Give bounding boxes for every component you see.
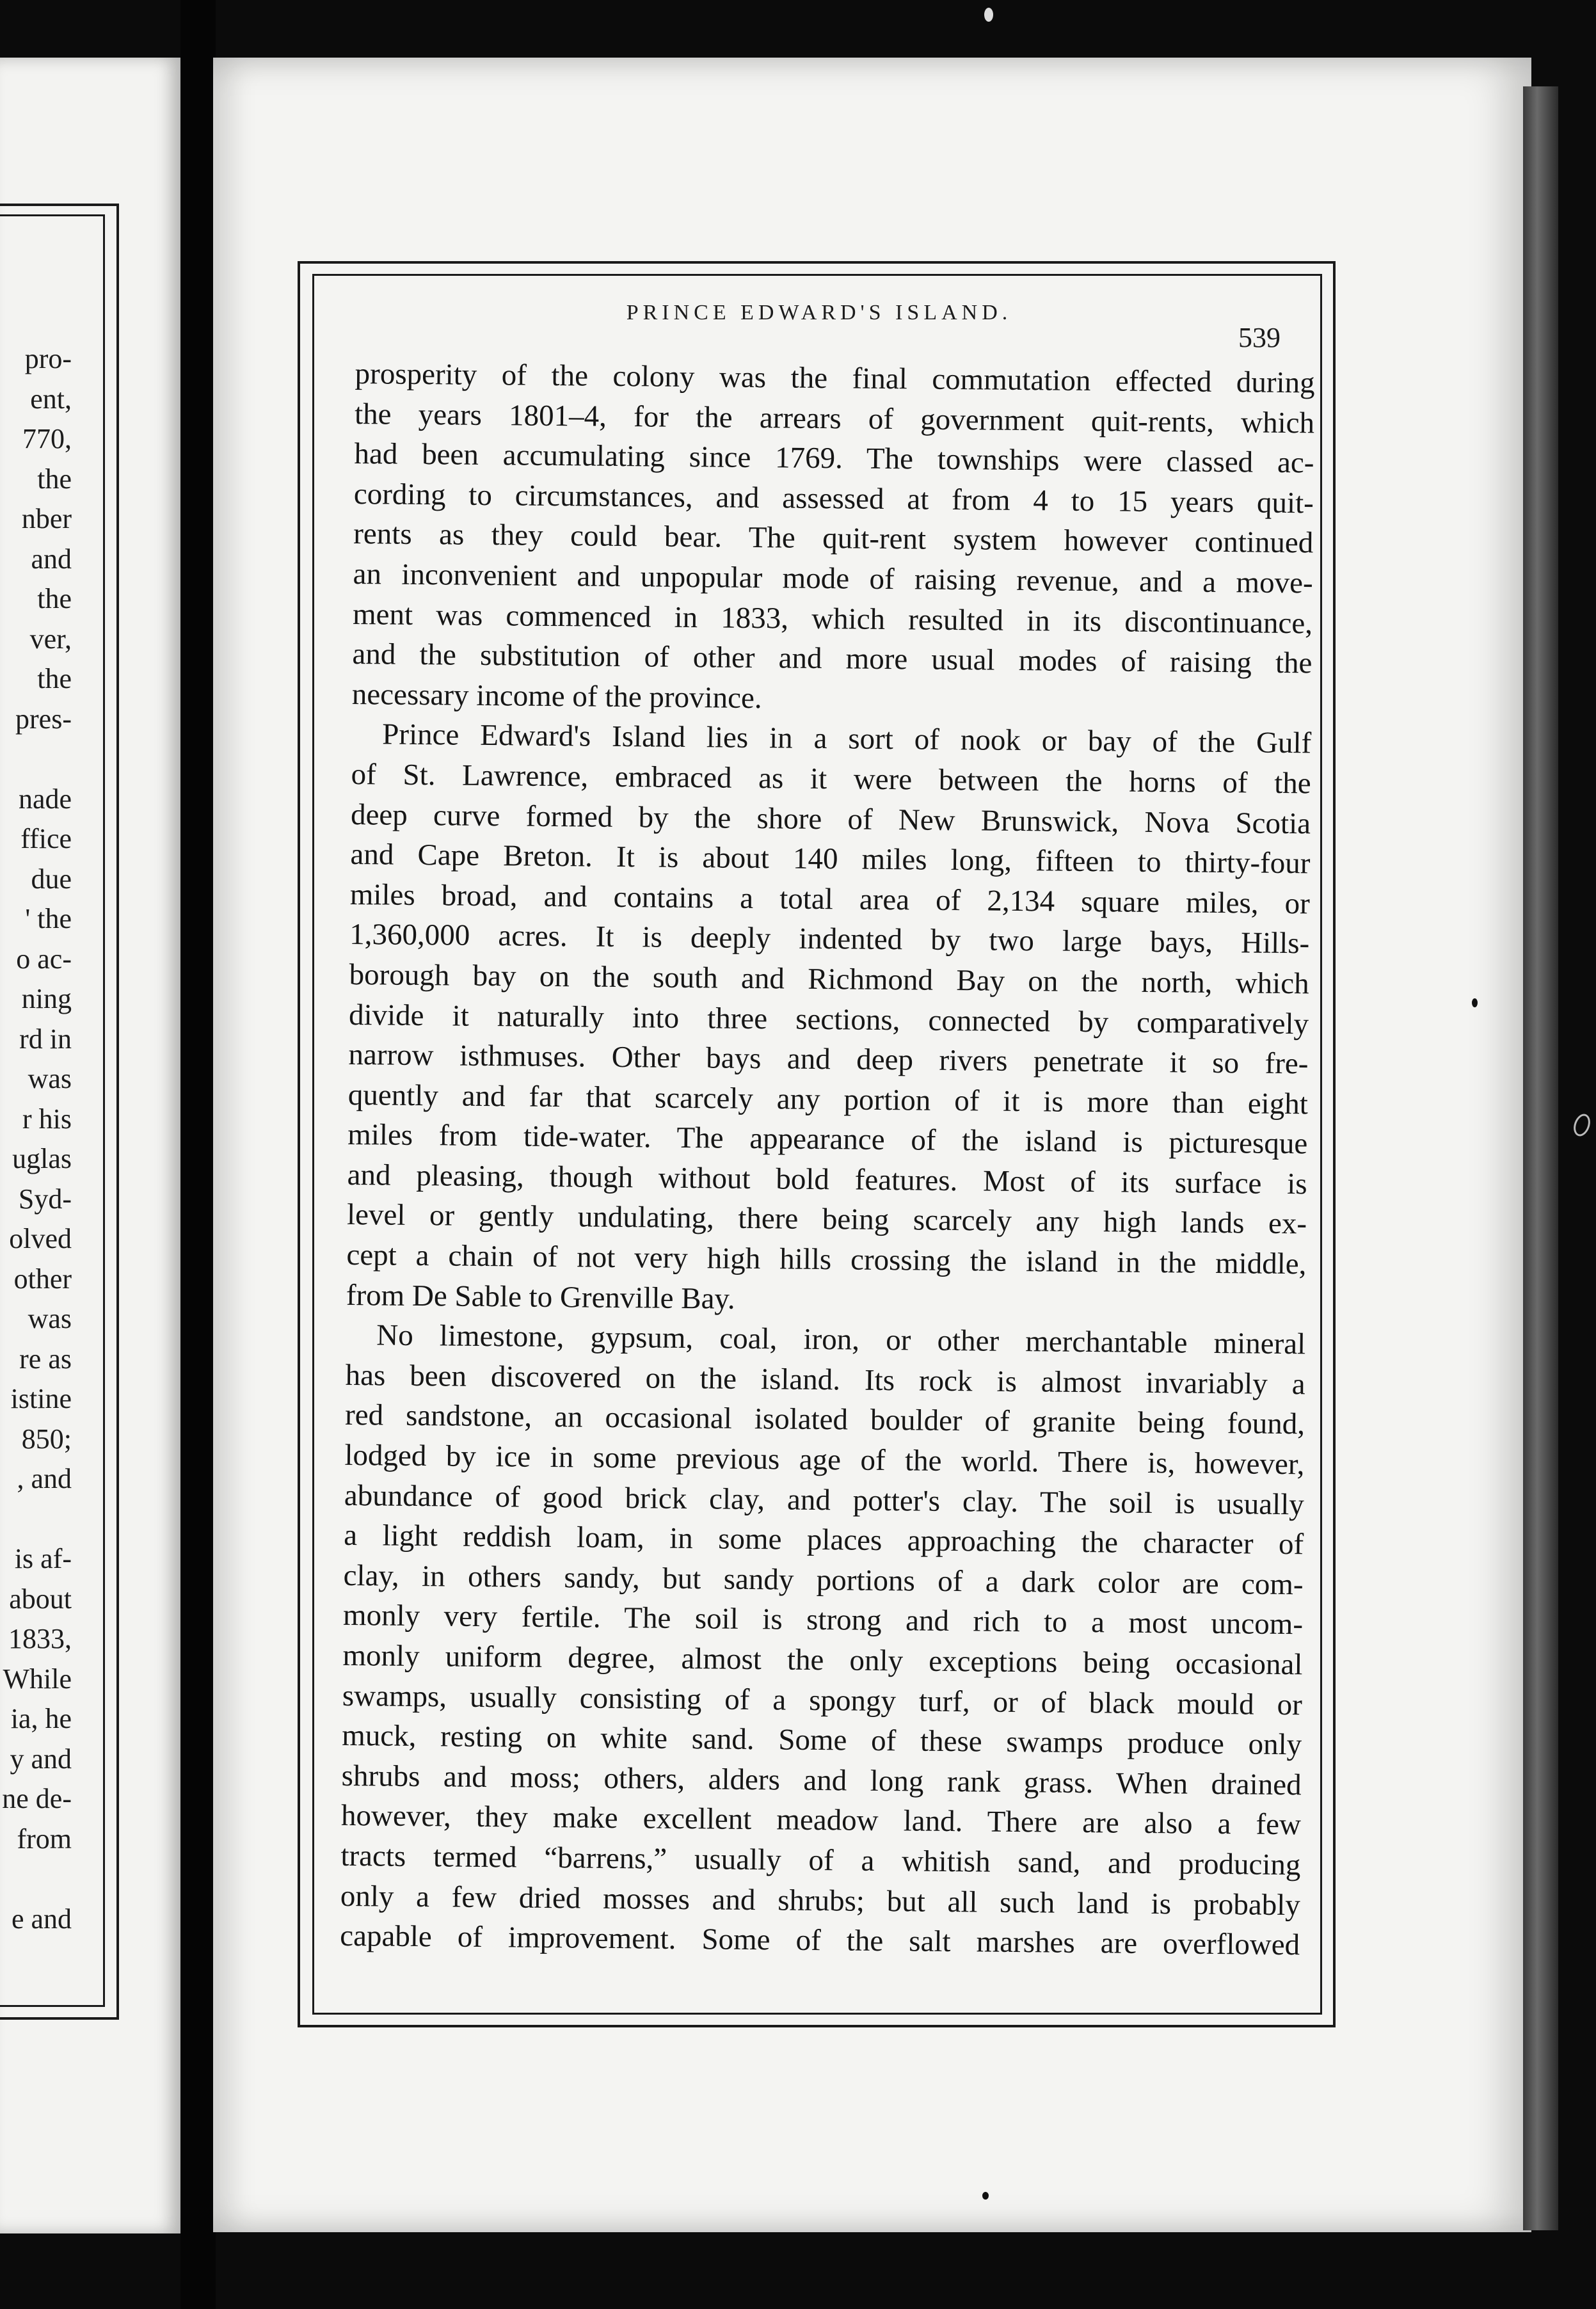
previous-page-line: olved	[9, 1223, 72, 1254]
previous-page-line: e and	[11, 1903, 72, 1935]
previous-page-line: and	[31, 543, 72, 575]
text-line: of St. Lawrence, embraced as it were between the horns of the	[351, 757, 1311, 801]
text-line: an inconvenient and unpopular mode of raising revenue, and a move-	[353, 557, 1313, 600]
text-line: red sandstone, an occasional isolated boulder of granite being found,	[344, 1398, 1305, 1441]
text-line: tracts termed “barrens,” usually of a whitish sand, and producing	[340, 1839, 1301, 1882]
text-line: 1,360,000 acres. It is deeply indented by two large bays, Hills-	[349, 918, 1310, 961]
previous-page-line: pres-	[15, 703, 72, 735]
text-line: has been discovered on the island. Its rock is almost invariably a	[345, 1358, 1305, 1402]
paragraph	[346, 714, 1312, 1324]
previous-page-line: was	[28, 1063, 72, 1094]
text-line: lodged by ice in some previous age of the world. There is, however,	[344, 1438, 1305, 1482]
previous-page-line: about	[9, 1583, 72, 1615]
previous-page-line: due	[31, 863, 72, 895]
previous-page-line: ent,	[30, 383, 72, 415]
body-text	[340, 354, 1315, 1965]
text-line: the years 1801–4, for the arrears of government quit-rents, which	[354, 397, 1315, 440]
margin-ring-mark	[1571, 1112, 1593, 1139]
previous-page-line: ne de-	[2, 1783, 72, 1814]
text-line: cording to circumstances, and assessed at from 4 to 15 years quit-	[353, 477, 1314, 520]
previous-page-line: ning	[21, 983, 72, 1014]
previous-page-line: rd in	[19, 1023, 72, 1055]
ink-speck	[982, 2192, 989, 2200]
text-line: miles from tide-water. The appearance of the island is picturesque	[347, 1118, 1308, 1161]
text-line: level or gently undulating, there being scarcely any high lands ex-	[346, 1198, 1307, 1241]
text-line: divide it naturally into three sections, connected by comparatively	[348, 998, 1309, 1041]
previous-page-line: o ac-	[16, 943, 72, 975]
text-line: necessary income of the province.	[351, 677, 762, 715]
previous-page-line: 1833,	[8, 1623, 72, 1654]
text-line: miles broad, and contains a total area of 2,134 square miles, or	[349, 877, 1311, 921]
previous-page-line: Syd-	[18, 1183, 72, 1215]
previous-page-line: re as	[19, 1343, 72, 1375]
text-line: clay, in others sandy, but sandy portions of a dark color are com-	[343, 1558, 1304, 1602]
text-line: and the substitution of other and more usual modes of raising the	[352, 637, 1313, 680]
page-block-edge	[1523, 86, 1558, 2230]
previous-page-line-endings	[0, 339, 72, 1939]
ink-speck	[1472, 998, 1478, 1007]
text-line: had been accumulating since 1769. The townships were classed ac-	[354, 437, 1314, 480]
text-line: monly very fertile. The soil is strong and rich to a most uncom-	[342, 1599, 1304, 1642]
previous-page-line	[0, 739, 72, 779]
text-line: and Cape Breton. It is about 140 miles long, fifteen to thirty-four	[350, 838, 1311, 881]
text-line: from De Sable to Grenville Bay.	[346, 1278, 735, 1316]
previous-page-line: istine	[10, 1383, 72, 1414]
previous-page-line	[0, 1859, 72, 1899]
paragraph	[340, 1315, 1306, 1965]
ink-speck	[984, 8, 993, 22]
previous-page-line: was	[28, 1303, 72, 1334]
text-line: cept a chain of not very high hills crossing the island in the middle,	[346, 1238, 1307, 1281]
previous-page-line: ver,	[29, 623, 72, 655]
text-line: ment was commenced in 1833, which resulted in its discontinuance,	[352, 597, 1313, 640]
text-line: and pleasing, though without bold features. Most of its surface is	[347, 1158, 1307, 1201]
previous-page-line: from	[17, 1823, 72, 1855]
paragraph	[352, 354, 1315, 724]
page-number: 539	[1238, 322, 1281, 353]
running-head: PRINCE EDWARD'S ISLAND.	[626, 301, 1012, 324]
text-line: No limestone, gypsum, coal, iron, or other merchantable mineral	[376, 1318, 1306, 1361]
previous-page-line: , and	[17, 1463, 72, 1494]
text-line: Prince Edward's Island lies in a sort of nook or bay of the Gulf	[382, 717, 1312, 760]
text-line: muck, resting on white sand. Some of these swamps produce only	[342, 1719, 1302, 1762]
text-line: borough bay on the south and Richmond Bay on the north, which	[349, 957, 1309, 1001]
previous-page-line: the	[37, 463, 72, 495]
text-line: quently and far that scarcely any portion of it is more than eight	[347, 1078, 1309, 1121]
text-line: only a few dried mosses and shrubs; but all such land is probably	[340, 1879, 1301, 1922]
text-line: swamps, usually consisting of a spongy turf, or of black mould or	[342, 1679, 1303, 1722]
text-line: narrow isthmuses. Other bays and deep rivers penetrate it so fre-	[348, 1038, 1309, 1081]
text-line: prosperity of the colony was the final commutation effected during	[355, 356, 1315, 400]
text-line: abundance of good brick clay, and potter's clay. The soil is usually	[344, 1478, 1305, 1521]
previous-page-line: y and	[10, 1743, 72, 1775]
text-line: monly uniform degree, almost the only exceptions being occasional	[342, 1638, 1303, 1682]
previous-page-line: nade	[18, 783, 72, 815]
previous-page-line: While	[3, 1663, 72, 1695]
previous-page-line: 770,	[22, 423, 72, 454]
previous-page-line: other	[13, 1263, 72, 1295]
book-gutter	[180, 0, 216, 2309]
previous-page-line: nber	[21, 503, 72, 534]
text-line: deep curve formed by the shore of New Brunswick, Nova Scotia	[350, 797, 1311, 840]
previous-page-line: ia, he	[10, 1703, 72, 1734]
previous-page-line: uglas	[12, 1143, 72, 1174]
previous-page-line: is af-	[14, 1543, 72, 1574]
text-line: capable of improvement. Some of the salt marshes are overflowed	[340, 1919, 1300, 1962]
previous-page-line	[0, 1499, 72, 1540]
text-line: rents as they could bear. The quit-rent system however continued	[353, 517, 1314, 560]
previous-page-line: the	[37, 583, 72, 614]
previous-page-line: ffice	[20, 823, 72, 854]
text-line: however, they make excellent meadow land. There are also a few	[340, 1799, 1302, 1842]
text-line: a light reddish loam, in some places approaching the character of	[344, 1519, 1304, 1562]
previous-page-line: ' the	[25, 903, 72, 934]
previous-page-line: 850;	[21, 1423, 72, 1455]
text-line: shrubs and moss; others, alders and long rank grass. When drained	[341, 1759, 1302, 1802]
previous-page-line: r his	[22, 1103, 72, 1135]
previous-page-line: pro-	[24, 343, 72, 374]
previous-page-line: the	[37, 663, 72, 694]
